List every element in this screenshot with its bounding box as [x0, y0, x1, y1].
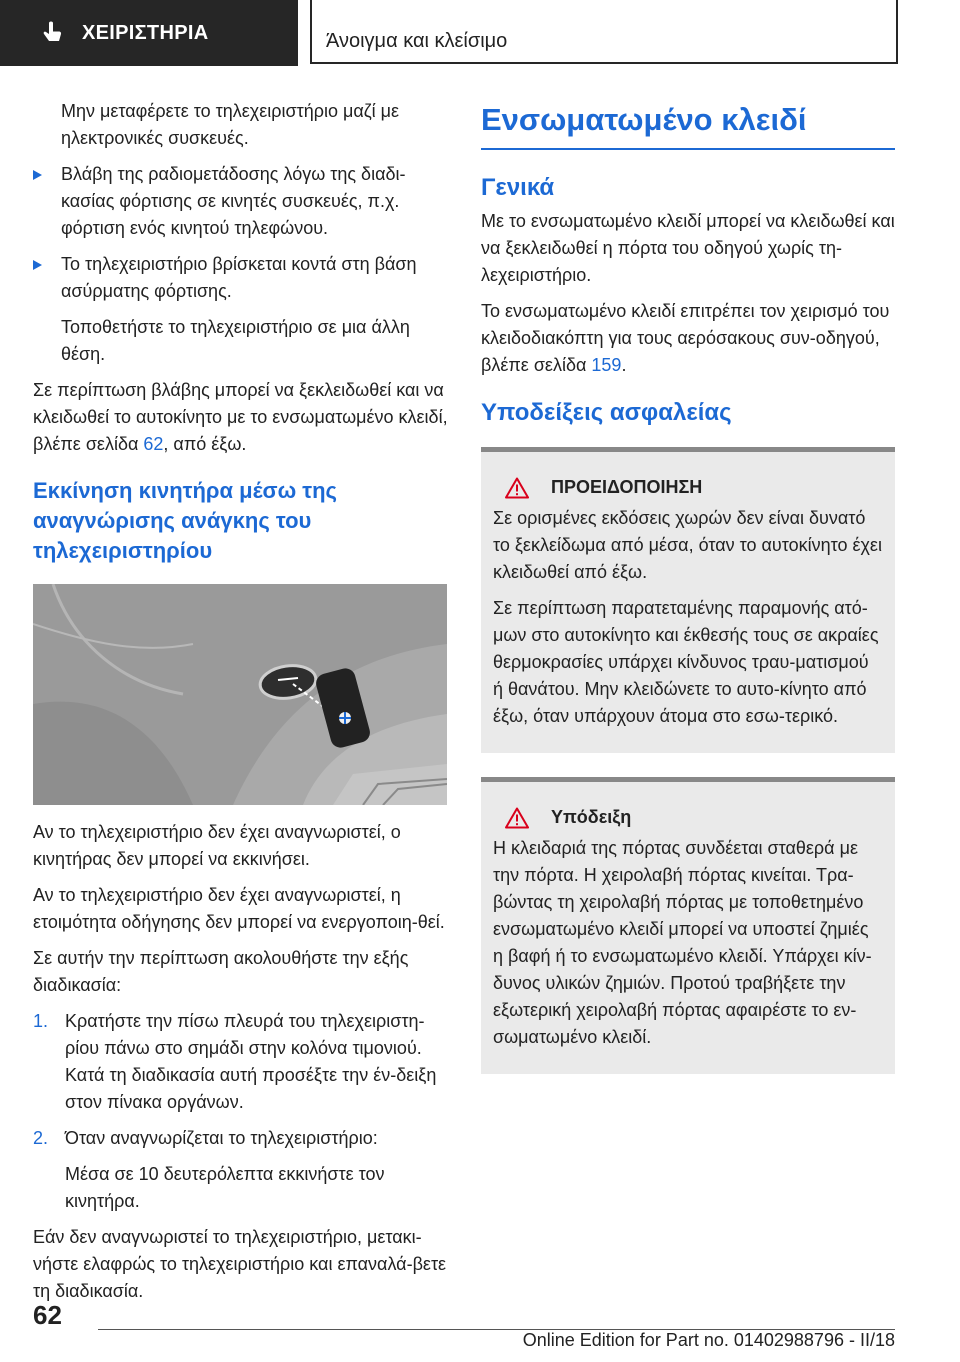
bullet-text: Βλάβη της ραδιομετάδοσης λόγω της διαδι-κασίας φόρτισης σε κινητές συσκευές, π.χ. φόρτιση ενός κινητού τηλεφώνου.	[61, 164, 406, 238]
footer-edition: Online Edition for Part no. 01402988796 - II/18	[522, 1330, 895, 1350]
text-paragraph: Αν το τηλεχειριστήριο δεν έχει αναγνωριστεί, ο κινητήρας δεν μπορεί να εκκινήσει.	[33, 822, 401, 869]
text-paragraph	[481, 298, 895, 379]
safety-heading: Υποδείξεις ασφαλείας	[481, 399, 732, 426]
general-heading: Γενικά	[481, 174, 555, 201]
triangle-bullet-icon	[33, 170, 42, 180]
general-text-end: .	[621, 355, 627, 375]
warning-triangle-icon	[505, 807, 529, 829]
right-column	[481, 98, 895, 1074]
bullet-followup: Τοποθετήστε το τηλεχειριστήριο σε μια άλλη θέση.	[61, 317, 410, 364]
general-text: Το ενσωματωμένο κλειδί επιτρέπει τον χειρισμό του κλειδοδιακόπτη για τους αερόσακους συν-οδηγού, βλέπε σελίδα	[481, 301, 890, 375]
header-manual-tab	[0, 0, 298, 66]
section-heading: Ενσωματωμένο κλειδί	[481, 100, 895, 150]
lock-text-end: , από έξω.	[163, 434, 247, 454]
bullet-text: Το τηλεχειριστήριο βρίσκεται κοντά στη βάση ασύρματης φόρτισης.	[61, 254, 417, 301]
text-paragraph: Με το ενσωματωμένο κλειδί μπορεί να κλειδωθεί και να ξεκλειδωθεί η πόρτα του οδηγού χωρίς τη-λεχειριστήριο.	[481, 211, 895, 285]
warning-title-row	[493, 474, 883, 501]
bullet-item	[33, 161, 451, 242]
step-item	[33, 1125, 451, 1152]
bullet-item	[33, 251, 451, 305]
section-title: Άνοιγμα και κλείσιμο	[326, 30, 508, 52]
continuation-text: Μην μεταφέρετε το τηλεχειριστήριο μαζί με ηλεκτρονικές συσκευές.	[61, 101, 400, 148]
text-paragraph: Εάν δεν αναγνωριστεί το τηλεχειριστήριο, μετακι-νήστε ελαφρώς το τηλεχειριστήριο και επαναλά-βετε τη διαδικασία.	[33, 1227, 447, 1301]
step-followup: Μέσα σε 10 δευτερόλεπτα εκκινήστε τον κινητήρα.	[65, 1164, 385, 1211]
hand-touch-icon	[40, 20, 66, 46]
step-number: 2.	[33, 1128, 49, 1148]
left-column	[33, 98, 451, 1314]
text-paragraph: Σε αυτήν την περίπτωση ακολουθήστε την εξής διαδικασία:	[33, 948, 409, 995]
text-paragraph: Αν το τηλεχειριστήριο δεν έχει αναγνωριστεί, η ετοιμότητα οδήγησης δεν μπορεί να ενεργοποιη-θεί.	[33, 885, 445, 932]
page-link[interactable]: 159	[591, 355, 622, 375]
warning-text: Σε περίπτωση παρατεταμένης παραμονής ατό-μων στο αυτοκίνητο και έκθεσής τους σε ακραίες θερμοκρασίες υπάρχει κίνδυνος τραυ-ματισμού ή θανάτου. Μην κλειδώνετε το αυτο-κίνητο από έξω, όταν υπάρχουν άτομα στο εσω-τερικό.	[493, 598, 879, 726]
triangle-bullet-icon	[33, 260, 42, 270]
steering-column-illustration	[33, 584, 447, 805]
page-link[interactable]: 62	[143, 434, 164, 454]
step-text: Όταν αναγνωρίζεται το τηλεχειριστήριο:	[65, 1128, 378, 1148]
step-number: 1.	[33, 1011, 49, 1031]
notice-text: Η κλειδαριά της πόρτας συνδέεται σταθερά με την πόρτα. Η χειρολαβή πόρτας κινείται. Τρα-βώντας τη χειρολαβή πόρτας με τοποθετημένο ενσωματωμένο κλειδί μπορεί να υποστεί ζημιές η βαφή ή το ενσωματωμένο κλειδί. Υπάρχει κίν-δυνος υλικών ζημιών. Προτού τραβήξετε την εξωτερική χειρολαβή πόρτας αφαιρέστε το εν-σωματωμένο κλειδί.	[493, 838, 872, 1047]
page-header	[0, 0, 960, 66]
step-item	[33, 1008, 451, 1116]
header-section-frame	[310, 0, 898, 64]
notice-title-row	[493, 804, 883, 831]
page-number: 62	[33, 1300, 62, 1330]
notice-box	[481, 777, 895, 1074]
subheading: Εκκίνηση κινητήρα μέσω της αναγνώρισης ανάγκης του τηλεχειριστηρίου	[33, 478, 337, 563]
notice-title: Υπόδειξη	[551, 807, 632, 827]
warning-text: Σε ορισμένες εκδόσεις χωρών δεν είναι δυνατό το ξεκλείδωμα από μέσα, όταν το αυτοκίνητο έχει κλειδωθεί από έξω.	[493, 508, 882, 582]
warning-box	[481, 447, 895, 753]
warning-triangle-icon	[505, 477, 529, 499]
manual-title: ΧΕΙΡΙΣΤΗΡΙΑ	[82, 21, 209, 44]
lock-paragraph	[33, 377, 451, 458]
lock-text: Σε περίπτωση βλάβης μπορεί να ξεκλειδωθεί και να κλειδωθεί το αυτοκίνητο με το ενσωματωμένο κλειδί, βλέπε σελίδα	[33, 380, 448, 454]
warning-title: ΠΡΟΕΙΔΟΠΟΙΗΣΗ	[551, 477, 703, 497]
step-text: Κρατήστε την πίσω πλευρά του τηλεχειριστη-ρίου πάνω στο σημάδι στην κολόνα τιμονιού. Κατά τη διαδικασία αυτή προσέξτε την έν-δειξη στον πίνακα οργάνων.	[65, 1011, 437, 1112]
